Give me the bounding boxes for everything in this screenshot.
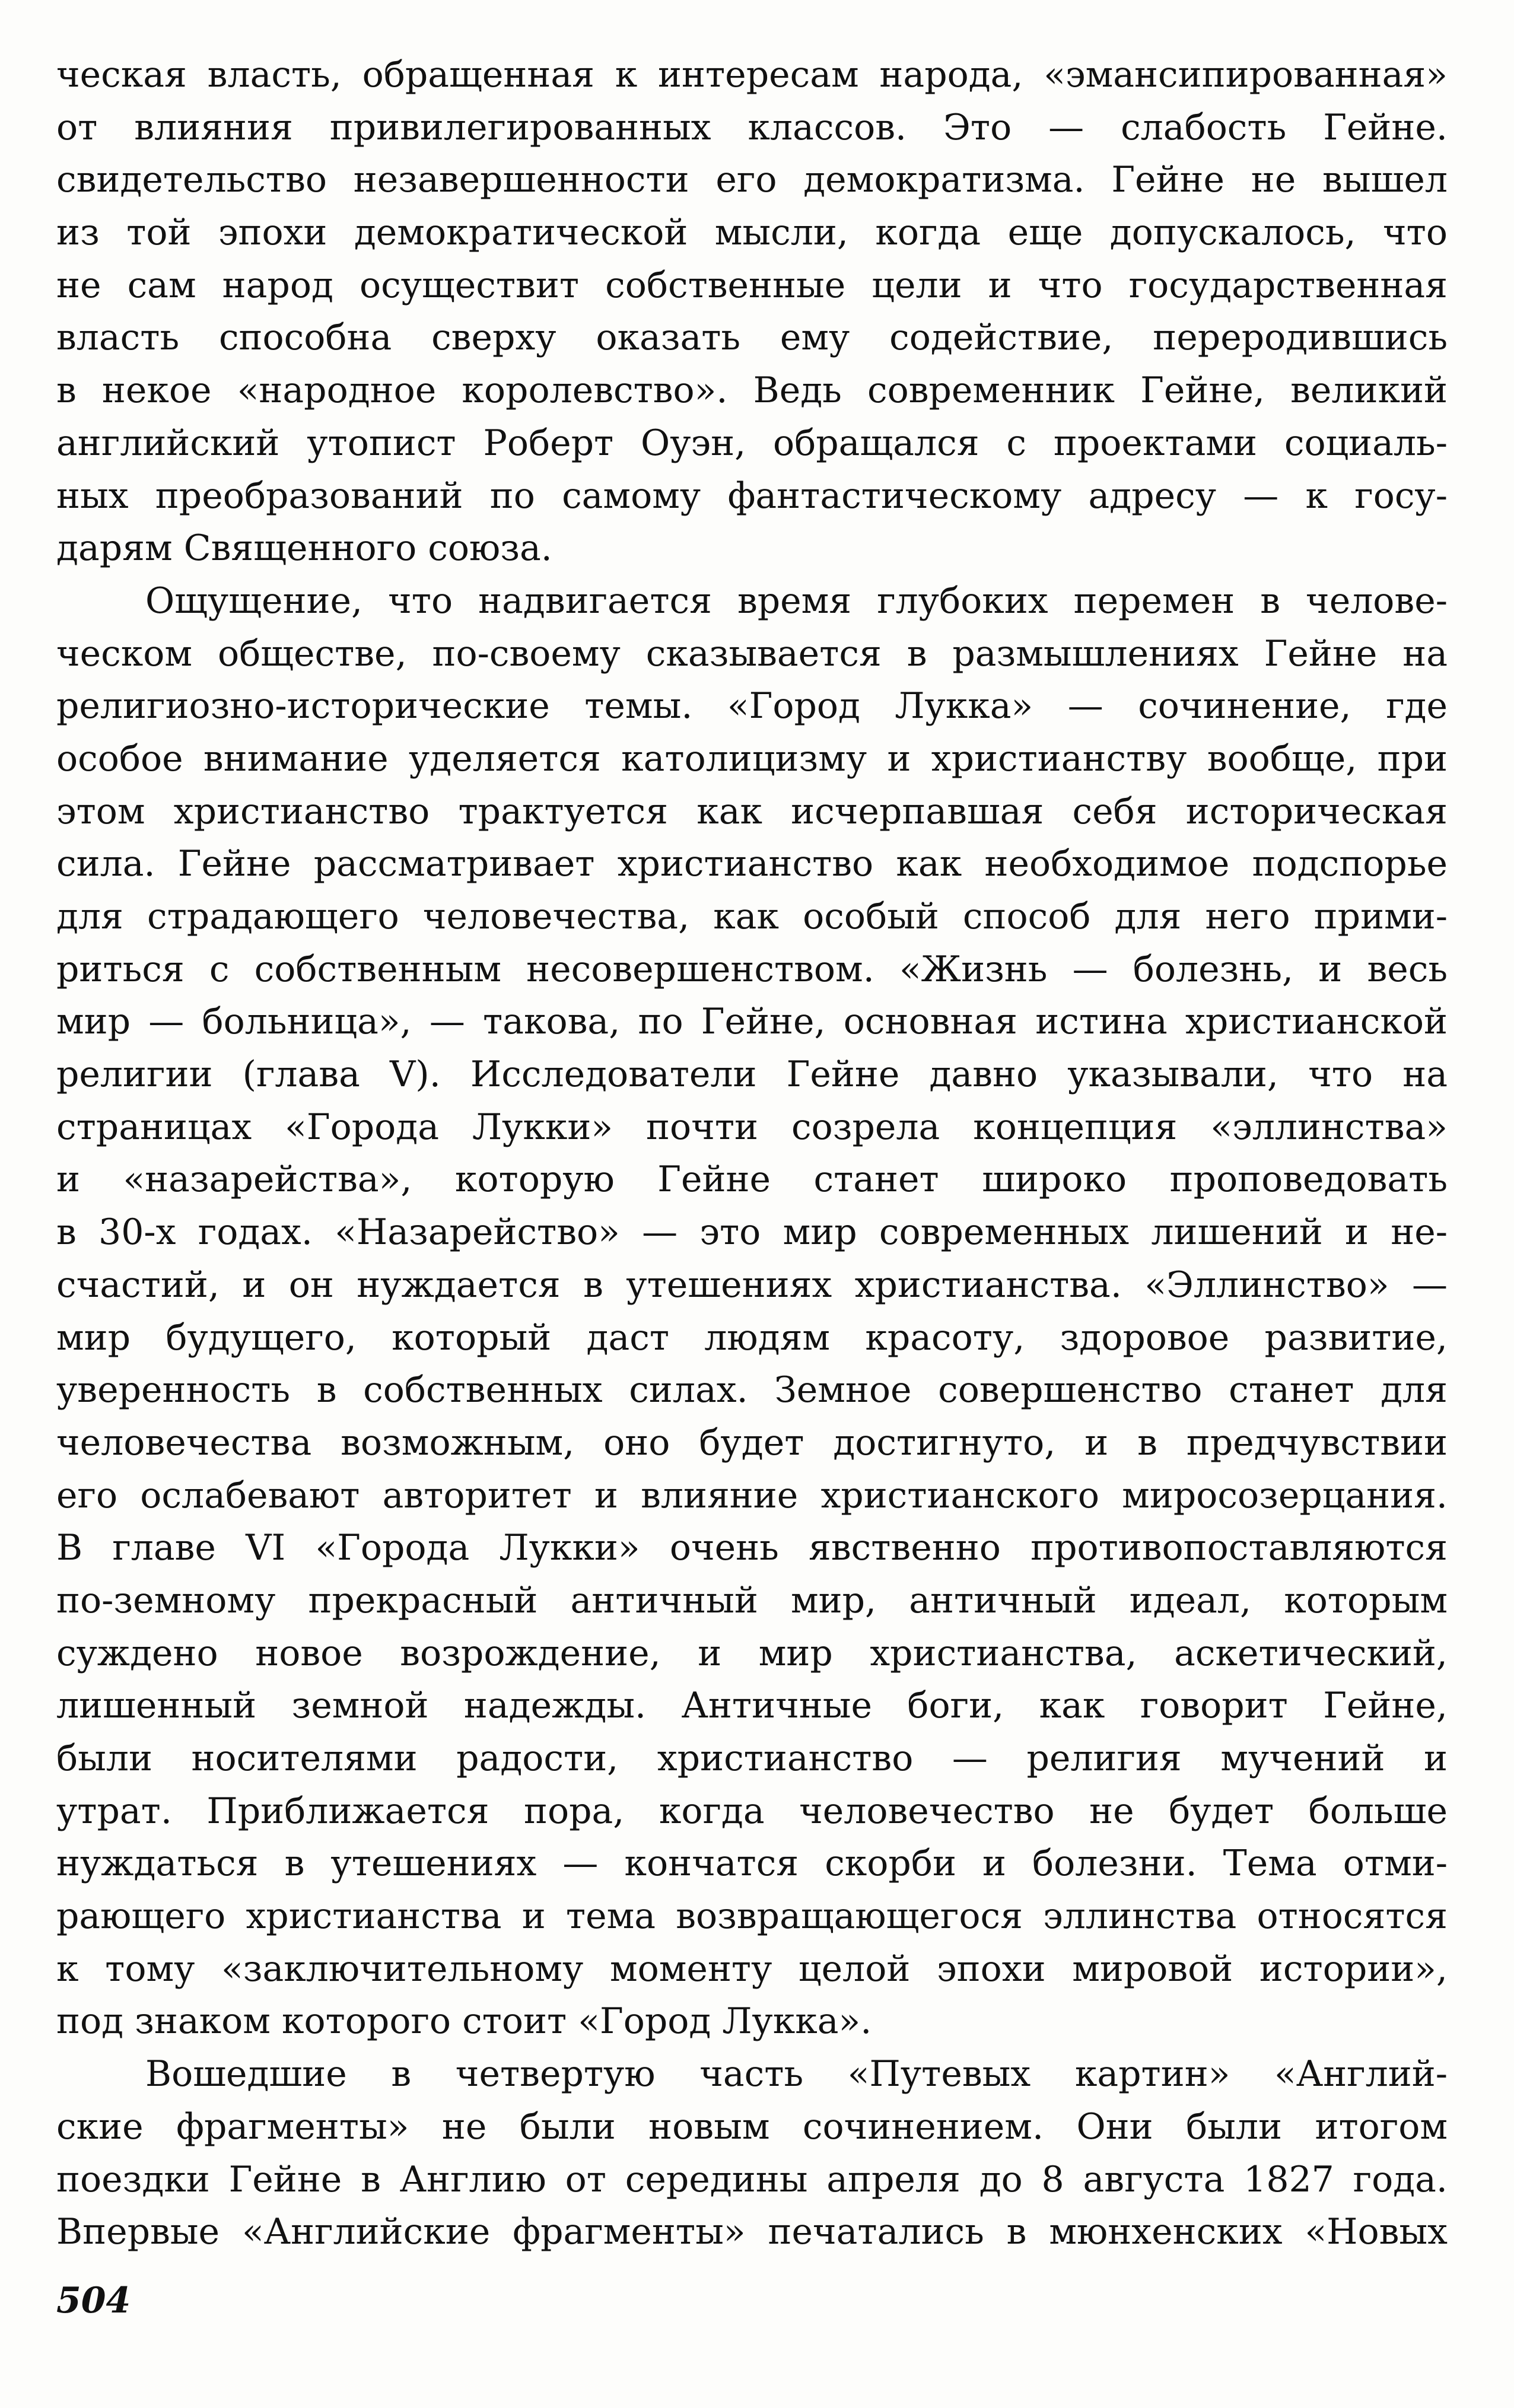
text-line: из той эпохи демократической мысли, когда еще допускалось, что [56, 212, 1448, 254]
text-line: к тому «заключительному моменту целой эпохи мировой истории», [56, 1948, 1448, 1990]
text-line: свидетельство незавершенности его демократизма. Гейне не вышел [56, 159, 1448, 201]
text-line: власть способна сверху оказать ему содействие, переродившись [56, 317, 1448, 359]
body-text [56, 49, 1448, 2259]
text-line: в некое «народное королевство». Ведь современник Гейне, великий [56, 370, 1448, 412]
text-line: рающего христианства и тема возвращающегося эллинства относятся [56, 1895, 1448, 1938]
text-line: этом христианство трактуется как исчерпавшая себя историческая [56, 790, 1448, 832]
text-line: страницах «Города Лукки» почти созрела концепция «эллинства» [56, 1106, 1448, 1148]
text-line: в 30-х годах. «Назарейство» — это мир современных лишений и не- [56, 1211, 1448, 1254]
text-line: суждено новое возрождение, и мир христианства, аскетический, [56, 1632, 1448, 1674]
text-line: Впервые «Английские фрагменты» печатались в мюнхенских «Новых [56, 2211, 1448, 2253]
text-line: по-земному прекрасный античный мир, античный идеал, которым [56, 1579, 1448, 1621]
text-line: ческая власть, обращенная к интересам народа, «эмансипированная» [56, 54, 1448, 96]
text-line: не сам народ осуществит собственные цели и что государственная [56, 264, 1448, 306]
text-line: мир будущего, который даст людям красоту, здоровое развитие, [56, 1316, 1448, 1359]
paragraph-first-line: Ощущение, что надвигается время глубоких перемен в челове- [145, 580, 1448, 622]
text-line: религии (глава V). Исследователи Гейне давно указывали, что на [56, 1054, 1448, 1096]
text-line: ские фрагменты» не были новым сочинением. Они были итогом [56, 2105, 1448, 2148]
text-line: счастий, и он нуждается в утешениях христианства. «Эллинство» — [56, 1264, 1448, 1306]
text-line: для страдающего человечества, как особый способ для него прими- [56, 896, 1448, 937]
text-line: утрат. Приближается пора, когда человечество не будет больше [56, 1790, 1448, 1832]
text-line: поездки Гейне в Англию от середины апреля до 8 августа 1827 года. [56, 2158, 1448, 2200]
paragraph-first-line: Вошедшие в четвертую часть «Путевых картин» «Англий- [145, 2053, 1448, 2095]
text-line: человечества возможным, оно будет достигнуто, и в предчувствии [56, 1421, 1448, 1464]
text-line: риться с собственным несовершенством. «Жизнь — болезнь, и весь [56, 948, 1448, 990]
text-line: сила. Гейне рассматривает христианство как необходимое подспорье [56, 843, 1448, 885]
text-line: лишенный земной надежды. Античные боги, как говорит Гейне, [56, 1685, 1448, 1727]
text-line: религиозно-исторические темы. «Город Лукка» — сочинение, где [56, 685, 1448, 727]
page-number: 504 [56, 2280, 131, 2321]
text-line: ческом обществе, по-своему сказывается в размышлениях Гейне на [56, 632, 1448, 675]
paragraph-end-line: дарям Священного союза. [56, 527, 552, 570]
text-line: от влияния привилегированных классов. Это — слабость Гейне. [56, 106, 1448, 148]
text-line: ных преобразований по самому фантастическому адресу — к госу- [56, 475, 1448, 517]
text-line: английский утопист Роберт Оуэн, обращался с проектами социаль- [56, 422, 1448, 464]
text-line: были носителями радости, христианство — религия мучений и [56, 1738, 1448, 1779]
paragraph-end-line: под знаком которого стоит «Город Лукка». [56, 2000, 872, 2043]
text-line: особое внимание уделяется католицизму и христианству вообще, при [56, 737, 1448, 780]
text-line: нуждаться в утешениях — кончатся скорби и болезни. Тема отми- [56, 1843, 1448, 1885]
text-line: его ослабевают авторитет и влияние христианского миросозерцания. [56, 1474, 1448, 1516]
text-line: и «назарейства», которую Гейне станет широко проповедовать [56, 1159, 1448, 1201]
text-line: В главе VI «Города Лукки» очень явственно противопоставляются [56, 1527, 1448, 1569]
text-line: уверенность в собственных силах. Земное совершенство станет для [56, 1369, 1448, 1411]
text-line: мир — больница», — такова, по Гейне, основная истина христианской [56, 1001, 1448, 1043]
